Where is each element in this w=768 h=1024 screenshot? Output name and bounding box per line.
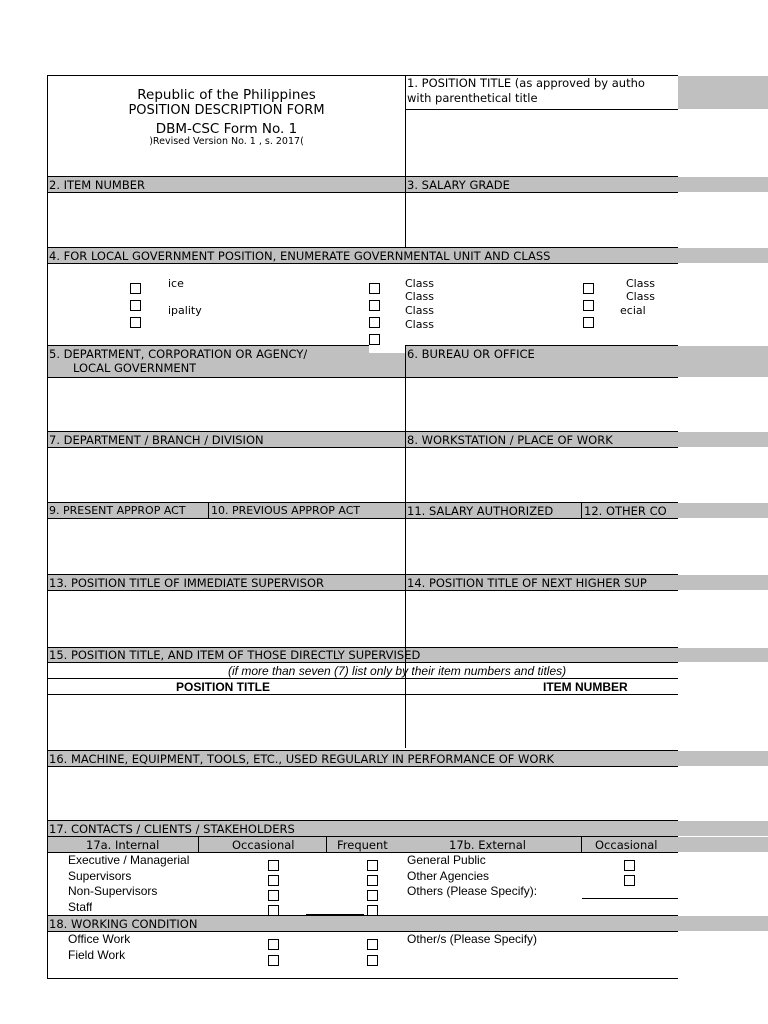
checkbox-office-work-occasional[interactable]: [268, 939, 279, 950]
checkbox-lgu-province[interactable]: [130, 283, 141, 294]
bar-17-right: [678, 837, 768, 852]
contact-staff: Staff: [68, 900, 93, 914]
lgu-class-4: Class: [405, 318, 434, 331]
label-contacts: 17. CONTACTS / CLIENTS / STAKEHOLDERS: [49, 822, 295, 836]
contact-non-supervisors: Non-Supervisors: [68, 884, 158, 898]
header-republic: Republic of the Philippines: [137, 87, 316, 103]
bar-1: [678, 76, 768, 109]
checkbox-nonsupervisors-occasional[interactable]: [268, 890, 279, 901]
rule: [405, 109, 678, 110]
checkbox-lgu-class-1[interactable]: [369, 283, 380, 294]
checkbox-lgu-class-4[interactable]: [369, 334, 380, 345]
middle-divider: [405, 75, 406, 248]
checkbox-staff-occasional[interactable]: [268, 905, 279, 916]
checkbox-lgu-col3-2[interactable]: [583, 300, 594, 311]
column-position-title: POSITION TITLE: [176, 680, 271, 694]
checkbox-staff-frequent[interactable]: [367, 905, 378, 916]
rule: [47, 590, 678, 591]
label-other-compensation: 12. OTHER CO: [584, 504, 667, 518]
checkbox-lgu-class-3[interactable]: [369, 317, 380, 328]
label-local-government: 4. FOR LOCAL GOVERNMENT POSITION, ENUMERATE GOVERNMENTAL UNIT AND CLASS: [49, 249, 551, 263]
rule: [405, 345, 678, 346]
checkbox-lgu-col3-3[interactable]: [583, 317, 594, 328]
rule: [47, 750, 678, 751]
header-form-title: POSITION DESCRIPTION FORM: [128, 103, 325, 118]
rule: [47, 502, 678, 503]
checkbox-lgu-col3-1[interactable]: [583, 283, 594, 294]
label-item-number: 2. ITEM NUMBER: [49, 178, 145, 192]
staff-underline: [306, 914, 364, 915]
checkbox-general-public-occasional[interactable]: [624, 860, 635, 871]
checkbox-lgu-city[interactable]: [130, 300, 141, 311]
rule: [47, 694, 678, 695]
divider-17a: [326, 837, 327, 852]
column-item-number: ITEM NUMBER: [543, 680, 628, 694]
condition-field-work: Field Work: [68, 948, 126, 962]
lgu-class-2: Class: [405, 290, 434, 303]
condition-others-specify: Other/s (Please Specify): [407, 932, 538, 946]
rule: [47, 574, 678, 575]
header-revised-version: )Revised Version No. 1 , s. 2017(: [149, 136, 304, 147]
label-external: 17b. External: [449, 838, 526, 852]
lgu-col3-class-1: Class: [626, 277, 655, 290]
checkbox-executive-frequent[interactable]: [367, 860, 378, 871]
label-branch-division: 7. DEPARTMENT / BRANCH / DIVISION: [49, 433, 264, 447]
lgu-class-1: Class: [405, 277, 434, 290]
label-salary-authorized: 11. SALARY AUTHORIZED: [407, 504, 554, 518]
rule: [47, 518, 678, 519]
label-frequent-internal: Frequent: [337, 838, 388, 852]
rule: [47, 678, 678, 679]
label-local-gov-line2: LOCAL GOVERNMENT: [73, 361, 197, 375]
label-machines-equipment: 16. MACHINE, EQUIPMENT, TOOLS, ETC., USED REGULARLY IN PERFORMANCE OF WORK: [49, 752, 555, 766]
label-working-condition: 18. WORKING CONDITION: [49, 917, 198, 931]
form-left-border: [47, 75, 48, 979]
divider-11-12: [581, 503, 582, 518]
label-position-title: 1. POSITION TITLE (as approved by autho: [407, 76, 645, 90]
lgu-option-municipality: ipality: [168, 304, 202, 317]
checkbox-other-agencies-occasional[interactable]: [624, 875, 635, 886]
checkbox-executive-occasional[interactable]: [268, 860, 279, 871]
checkbox-office-work-frequent[interactable]: [367, 939, 378, 950]
form-bottom-border: [47, 978, 678, 979]
rule: [47, 766, 678, 767]
label-next-higher-supervisor: 14. POSITION TITLE OF NEXT HIGHER SUP: [407, 576, 647, 590]
checkbox-field-work-frequent[interactable]: [367, 955, 378, 966]
rule: [47, 263, 678, 264]
condition-office-work: Office Work: [68, 932, 131, 946]
rule: [47, 820, 678, 821]
label-salary-grade: 3. SALARY GRADE: [407, 178, 510, 192]
header-form-number: DBM-CSC Form No. 1: [155, 121, 298, 137]
rule: [47, 192, 678, 193]
label-directly-supervised: 15. POSITION TITLE, AND ITEM OF THOSE DIRECTLY SUPERVISED: [49, 648, 421, 662]
label-immediate-supervisor: 13. POSITION TITLE OF IMMEDIATE SUPERVISOR: [49, 576, 324, 590]
rule: [47, 447, 678, 448]
rule: [47, 662, 678, 663]
lgu-class-3: Class: [405, 304, 434, 317]
contact-general-public: General Public: [407, 853, 486, 867]
checkbox-supervisors-occasional[interactable]: [268, 875, 279, 886]
rule: [47, 345, 369, 346]
divider-17a: [198, 837, 199, 852]
lgu-col2-mask: [369, 345, 405, 353]
checkbox-lgu-class-2[interactable]: [369, 300, 380, 311]
rule: [47, 836, 678, 837]
specify-underline: [582, 898, 678, 899]
rule: [47, 176, 678, 177]
contact-other-agencies: Other Agencies: [407, 869, 490, 883]
lgu-option-province: ice: [168, 277, 184, 290]
checkbox-field-work-occasional[interactable]: [268, 955, 279, 966]
contact-others-specify: Others (Please Specify):: [407, 884, 538, 898]
label-previous-approp: 10. PREVIOUS APPROP ACT: [211, 504, 361, 517]
label-present-approp: 9. PRESENT APPROP ACT: [49, 504, 186, 517]
lgu-col3-special: ecial: [620, 304, 646, 317]
label-bureau-office: 6. BUREAU OR OFFICE: [407, 347, 535, 361]
rule: [47, 915, 678, 916]
checkbox-lgu-municipality[interactable]: [130, 317, 141, 328]
contact-executive: Executive / Managerial: [68, 853, 190, 867]
rule: [47, 377, 678, 378]
divider-9-10: [208, 503, 209, 518]
lgu-col3-class-2: Class: [626, 290, 655, 303]
rule: [47, 247, 678, 248]
label-occasional-internal: Occasional: [232, 838, 295, 852]
label-occasional-external: Occasional: [595, 838, 658, 852]
label-workstation: 8. WORKSTATION / PLACE OF WORK: [407, 433, 613, 447]
rule: [47, 431, 678, 432]
rule: [47, 931, 678, 932]
label-parenthetical-title: with parenthetical title: [407, 91, 538, 105]
checkbox-supervisors-frequent[interactable]: [367, 875, 378, 886]
label-department-agency: 5. DEPARTMENT, CORPORATION OR AGENCY/: [49, 347, 308, 361]
middle-divider: [405, 346, 406, 748]
supervised-note: (if more than seven (7) list only by their item numbers and titles): [228, 664, 567, 678]
label-internal: 17a. Internal: [86, 838, 160, 852]
checkbox-nonsupervisors-frequent[interactable]: [367, 890, 378, 901]
divider-17b: [581, 837, 582, 852]
contact-supervisors: Supervisors: [68, 869, 132, 883]
